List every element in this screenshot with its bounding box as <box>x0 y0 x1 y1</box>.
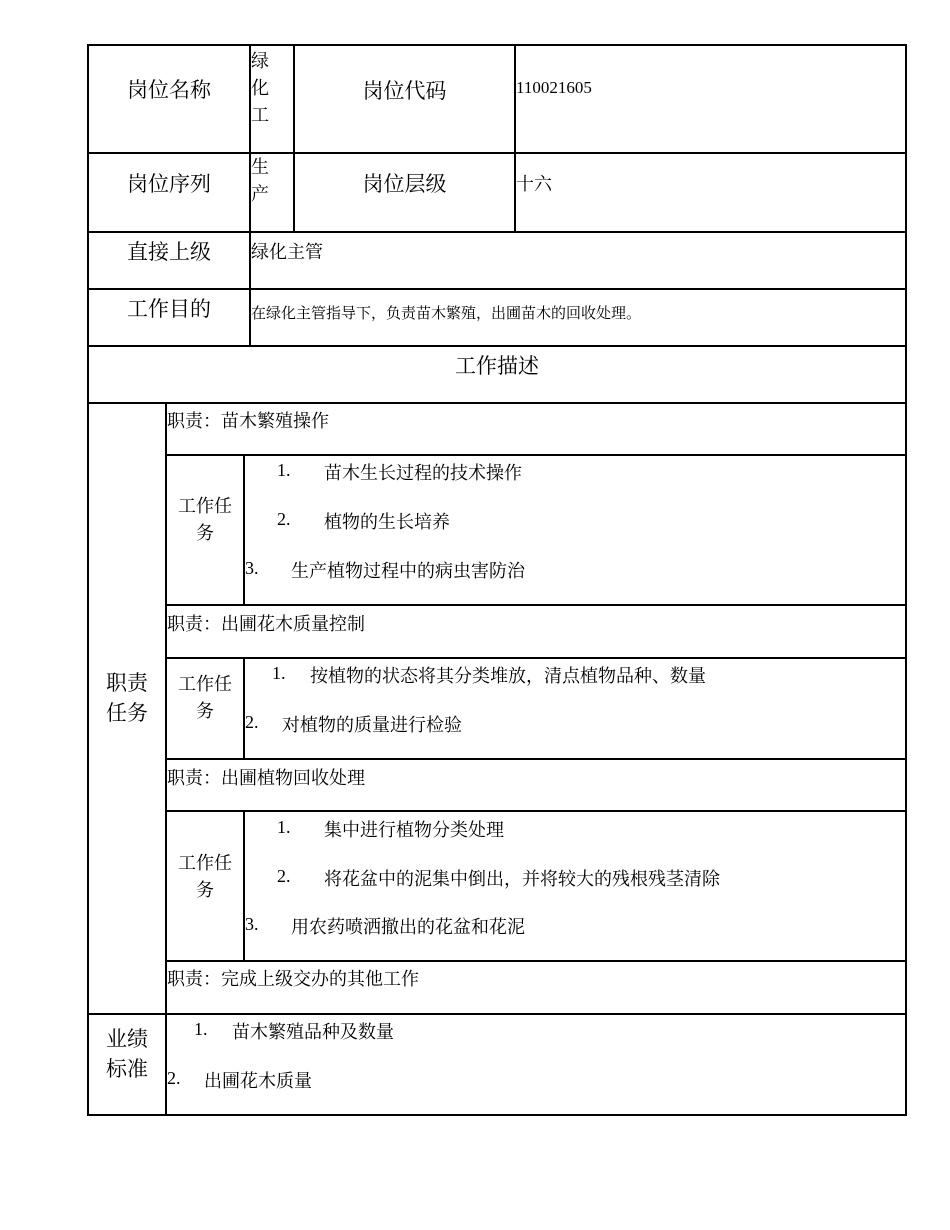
task-text: 植物的生长培养 <box>324 512 450 532</box>
table-border-right <box>905 44 907 1116</box>
description-title: 工作描述 <box>455 354 539 378</box>
duty-title: 职责：完成上级交办的其他工作 <box>167 969 419 989</box>
performance-label-line: 标准 <box>106 1057 148 1081</box>
level-value: 十六 <box>516 174 552 194</box>
task-number: 2. <box>245 712 259 732</box>
task-label-line: 工作任 <box>178 496 232 516</box>
performance-text: 苗木繁殖品种及数量 <box>232 1022 394 1042</box>
task-label-line: 务 <box>196 880 214 900</box>
task-number: 3. <box>245 558 259 578</box>
supervisor-label: 直接上级 <box>127 240 211 264</box>
performance-number: 2. <box>167 1068 181 1088</box>
table-border-top <box>87 44 907 46</box>
duty-title: 职责：出圃植物回收处理 <box>167 768 365 788</box>
performance-label-line: 业绩 <box>106 1027 148 1051</box>
row-divider <box>165 604 907 606</box>
supervisor-value: 绿化主管 <box>251 242 323 262</box>
task-number: 3. <box>245 914 259 934</box>
performance-text: 出圃花木质量 <box>204 1071 312 1091</box>
row-divider <box>87 288 907 290</box>
position-name-value <box>251 48 269 129</box>
col-divider <box>243 657 245 760</box>
table-border-left <box>87 44 89 1116</box>
level-label: 岗位层级 <box>362 172 447 196</box>
col-divider <box>243 455 245 606</box>
task-label-line: 工作任 <box>178 853 232 873</box>
purpose-label: 工作目的 <box>127 297 211 321</box>
position-code-label: 岗位代码 <box>362 79 447 103</box>
row-divider <box>165 657 907 659</box>
task-text: 用农药喷洒撤出的花盆和花泥 <box>291 917 525 937</box>
duty-title: 职责：苗木繁殖操作 <box>167 411 329 431</box>
col-divider <box>293 44 295 232</box>
task-text: 将花盆中的泥集中倒出，并将较大的残根残茎清除 <box>324 869 720 889</box>
performance-number: 1. <box>194 1019 208 1039</box>
task-label-line: 工作任 <box>178 674 232 694</box>
row-divider <box>165 758 907 760</box>
performance-label <box>89 1024 165 1084</box>
sequence-char: 生 <box>251 157 269 177</box>
task-text: 苗木生长过程的技术操作 <box>324 463 522 483</box>
task-text: 对植物的质量进行检验 <box>282 715 462 735</box>
col-divider <box>243 810 245 962</box>
duty-title: 职责：出圃花木质量控制 <box>167 614 365 634</box>
task-text: 集中进行植物分类处理 <box>324 820 504 840</box>
task-label <box>167 493 243 547</box>
sequence-char: 产 <box>251 184 269 204</box>
task-number: 1. <box>272 663 286 683</box>
purpose-value: 在绿化主管指导下，负责苗木繁殖，出圃苗木的回收处理。 <box>251 304 642 322</box>
position-name-label: 岗位名称 <box>127 78 211 102</box>
task-label-line: 务 <box>196 523 214 543</box>
task-number: 1. <box>277 460 291 480</box>
row-divider <box>87 1013 907 1015</box>
position-code-value: 110021605 <box>516 78 592 97</box>
table-border-bottom <box>87 1114 907 1116</box>
task-label-line: 务 <box>196 701 214 721</box>
task-text: 按植物的状态将其分类堆放，清点植物品种、数量 <box>310 666 706 686</box>
row-divider <box>165 810 907 812</box>
sequence-label: 岗位序列 <box>127 172 211 196</box>
duties-label <box>89 668 165 728</box>
row-divider <box>87 152 907 154</box>
row-divider <box>165 454 907 456</box>
row-divider <box>87 402 907 404</box>
task-text: 生产植物过程中的病虫害防治 <box>291 561 525 581</box>
position-name-char: 绿 <box>251 51 269 71</box>
position-name-char: 工 <box>251 105 269 125</box>
task-label <box>167 671 243 725</box>
row-divider <box>87 231 907 233</box>
duties-label-line: 职责 <box>106 671 148 695</box>
duties-label-line: 任务 <box>106 701 148 725</box>
task-number: 1. <box>277 817 291 837</box>
task-number: 2. <box>277 509 291 529</box>
task-number: 2. <box>277 866 291 886</box>
task-label <box>167 850 243 904</box>
row-divider <box>165 960 907 962</box>
sequence-value <box>251 154 269 208</box>
row-divider <box>87 345 907 347</box>
col-divider <box>514 44 516 232</box>
position-name-char: 化 <box>251 78 269 98</box>
